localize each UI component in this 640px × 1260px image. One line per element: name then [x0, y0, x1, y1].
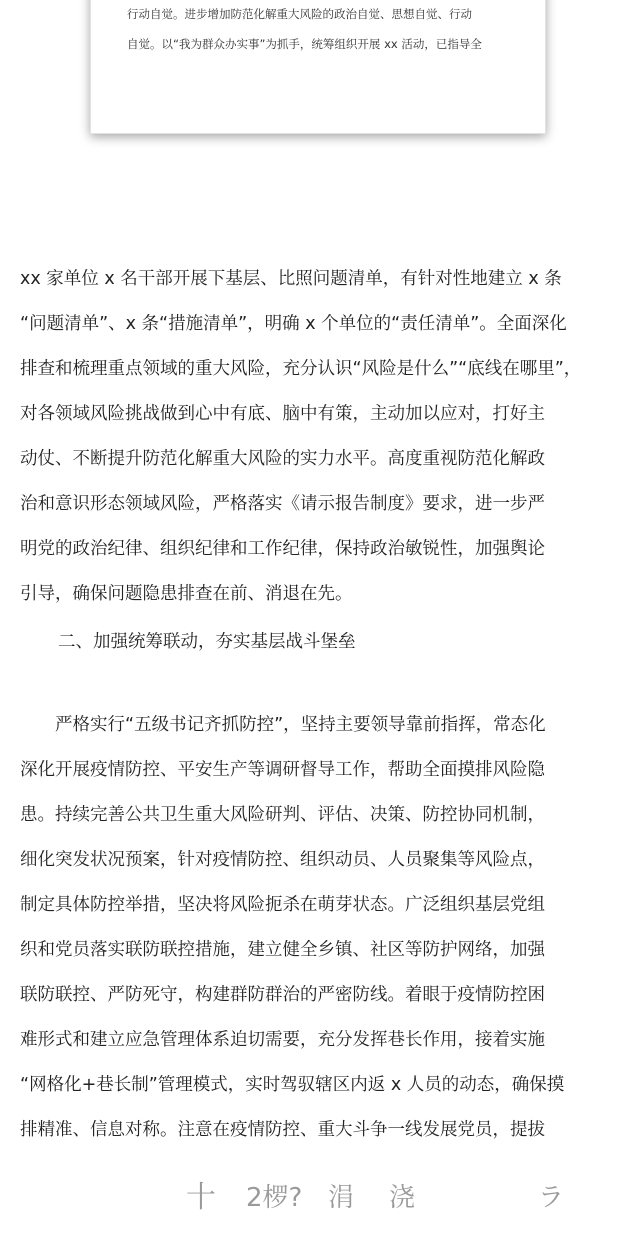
paragraph-1 — [20, 262, 624, 622]
toolbar-label[interactable]: 浇 — [389, 1183, 416, 1213]
text-line: 制定具体防控举措，坚决将风险扼杀在萌芽状态。广泛组织基层党组 — [20, 895, 545, 915]
text-line: “网格化+巷长制”管理模式，实时驾驭辖区内返 x 人员的动态，确保摸 — [20, 1075, 565, 1095]
toolbar-label[interactable]: 2椤? — [246, 1183, 303, 1213]
text-line: 引导，确保问题隐患排查在前、消退在先。 — [20, 584, 353, 604]
paragraph-2 — [20, 708, 624, 1158]
toolbar-label[interactable]: ラ — [538, 1183, 565, 1213]
text-line: “问题清单”、x 条“措施清单”，明确 x 个单位的“责任清单”。全面深化 — [20, 314, 567, 334]
text-line: 排查和梳理重点领域的重大风险，充分认识“风险是什么”“底线在哪里”， — [20, 359, 582, 379]
card-text-line: 自觉。以“我为群众办实事”为抓手，统筹组织开展 xx 活动，已指导全 — [127, 37, 482, 51]
text-line: xx 家单位 x 名干部开展下基层、比照问题清单，有针对性地建立 x 条 — [20, 269, 562, 289]
plus-icon[interactable]: 十 — [186, 1180, 216, 1215]
text-line: 严格实行“五级书记齐抓防控”，坚持主要领导靠前指挥，常态化 — [20, 715, 546, 735]
text-line: 细化突发状况预案，针对疫情防控、组织动员、人员聚集等风险点， — [20, 850, 545, 870]
text-line: 深化开展疫情防控、平安生产等调研督导工作，帮助全面摸排风险隐 — [20, 760, 545, 780]
text-line: 动仗、不断提升防范化解重大风险的实力水平。高度重视防范化解政 — [20, 449, 545, 469]
toolbar-label[interactable]: 涓 — [328, 1183, 355, 1213]
card-text-line: 行动自觉。进步增加防范化解重大风险的政治自觉、思想自觉、行动 — [127, 7, 472, 21]
text-line: 患。持续完善公共卫生重大风险研判、评估、决策、防控协同机制， — [20, 805, 545, 825]
text-line: 对各领域风险挑战做到心中有底、脑中有策，主动加以应对，打好主 — [20, 404, 545, 424]
text-line: 明党的政治纪律、组织纪律和工作纪律，保持政治敏锐性，加强舆论 — [20, 539, 545, 559]
text-line: 排精准、信息对称。注意在疫情防控、重大斗争一线发展党员，提拔 — [20, 1120, 545, 1140]
bottom-toolbar — [0, 1178, 640, 1228]
text-line: 联防联控、严防死守，构建群防群治的严密防线。着眼于疫情防控困 — [20, 985, 545, 1005]
section-heading: 二、加强统筹联动，夯实基层战斗堡垒 — [58, 632, 356, 652]
text-line: 治和意识形态领域风险，严格落实《请示报告制度》要求，进一步严 — [20, 494, 545, 514]
text-line: 织和党员落实联防联控措施，建立健全乡镇、社区等防护网络，加强 — [20, 940, 545, 960]
text-line: 难形式和建立应急管理体系迫切需要，充分发挥巷长作用，接着实施 — [20, 1030, 545, 1050]
document-preview-card — [90, 0, 546, 134]
